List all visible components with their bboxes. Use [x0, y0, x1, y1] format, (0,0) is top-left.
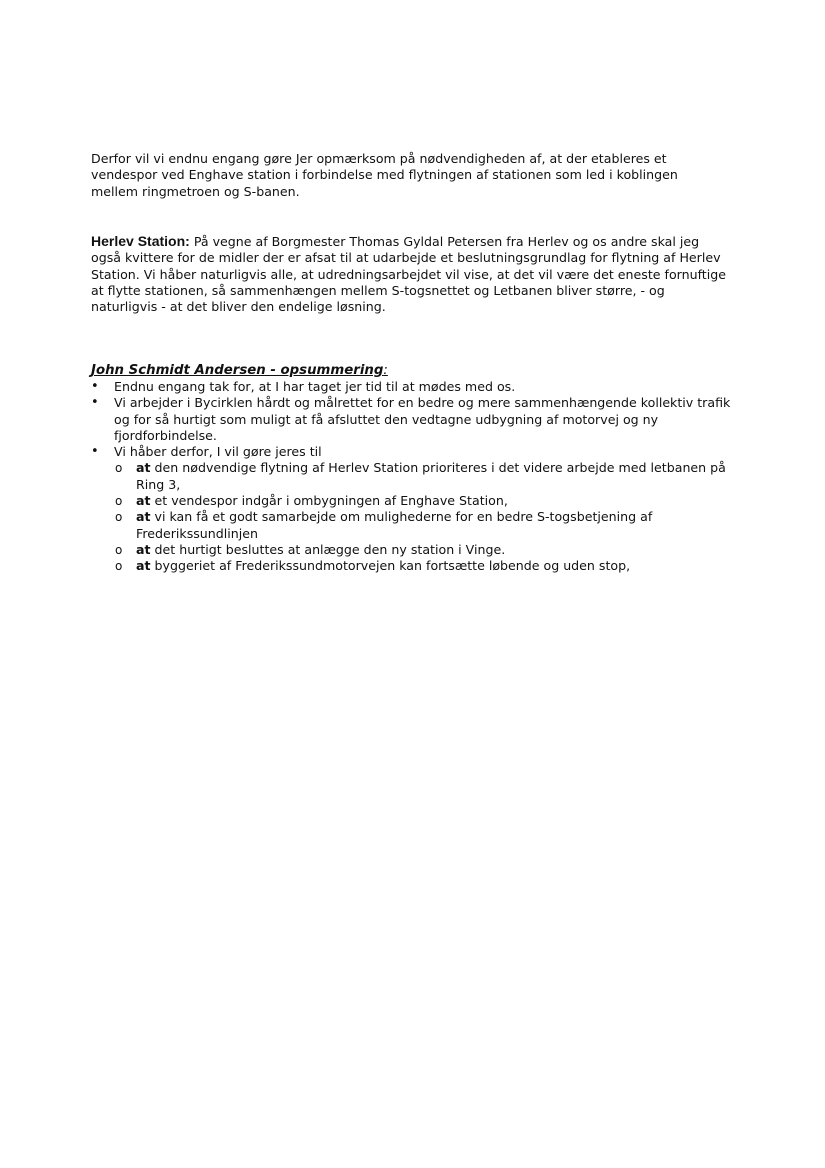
circle-bullet-icon: o [115, 510, 123, 525]
sub-bullet-item [91, 493, 731, 509]
summary-heading [91, 363, 388, 378]
summary-bullet-list [91, 379, 731, 575]
circle-bullet-icon: o [115, 461, 123, 476]
herlev-label: Herlev Station: [91, 233, 190, 249]
circle-bullet-icon: o [115, 542, 123, 557]
sub-bullet-text: den nødvendige flytning af Herlev Station prioriteres i det videre arbejde med letbanen på Ring 3, [136, 460, 726, 492]
sub-prefix: at [136, 541, 151, 557]
summary-heading-colon: : [383, 363, 388, 378]
herlev-text: På vegne af Borgmester Thomas Gyldal Petersen fra Herlev og os andre skal jeg også kvittere for de midler der er afsat til at udarbejde et beslutningsgrundlag for flytning af Herlev Station. Vi håber naturligvis alle, at udredningsarbejdet vil vise, at det vil være det eneste fornuftige at flytte stationen, så sammenhængen mellem S-togsnettet og Letbanen bliver større, - og naturligvis - at det bliver den endelige løsning. [91, 234, 726, 315]
sub-bullet-item [91, 542, 731, 558]
bullet-item [91, 379, 731, 395]
sub-bullet-item [91, 558, 731, 574]
paragraph-enghave: Derfor vil vi endnu engang gøre Jer opmærksom på nødvendigheden af, at der etableres et vendespor ved Enghave station i forbindelse med flytningen af stationen som led i koblingen mellem ringmetroen og S-banen. [91, 151, 678, 199]
summary-heading-text: John Schmidt Andersen - opsummering [91, 363, 384, 378]
sub-bullet-text: vi kan få et godt samarbejde om mulighederne for en bedre S-togsbetjening af Frederikssundlinjen [136, 509, 653, 541]
sub-bullet-item [91, 460, 731, 493]
sub-prefix: at [136, 558, 151, 574]
bullet-icon: • [91, 444, 99, 460]
sub-bullet-list [91, 460, 731, 574]
bullet-icon: • [91, 395, 99, 411]
sub-prefix: at [136, 460, 151, 476]
bullet-icon: • [91, 379, 99, 394]
bullet-text: Endnu engang tak for, at I har taget jer tid til at mødes med os. [114, 379, 516, 394]
circle-bullet-icon: o [115, 494, 123, 509]
bullet-text: Vi arbejder i Bycirklen hårdt og målrettet for en bedre og mere sammenhængende kollektiv trafik og for så hurtigt som muligt at få afsluttet den vedtagne udbygning af motorvej og ny fjordforbindelse. [114, 395, 731, 443]
bullet-text: Vi håber derfor, I vil gøre jeres til [114, 444, 322, 460]
sub-prefix: at [136, 509, 151, 525]
sub-prefix: at [136, 493, 151, 509]
bullet-item [91, 395, 731, 444]
sub-bullet-text: byggeriet af Frederikssundmotorvejen kan fortsætte løbende og uden stop, [150, 558, 631, 574]
bullet-item [91, 444, 731, 574]
circle-bullet-icon: o [115, 559, 123, 574]
sub-bullet-text: det hurtigt besluttes at anlægge den ny station i Vinge. [150, 541, 506, 557]
sub-bullet-text: et vendespor indgår i ombygningen af Enghave Station, [150, 493, 508, 509]
paragraph-herlev [91, 233, 731, 315]
sub-bullet-item [91, 509, 731, 542]
